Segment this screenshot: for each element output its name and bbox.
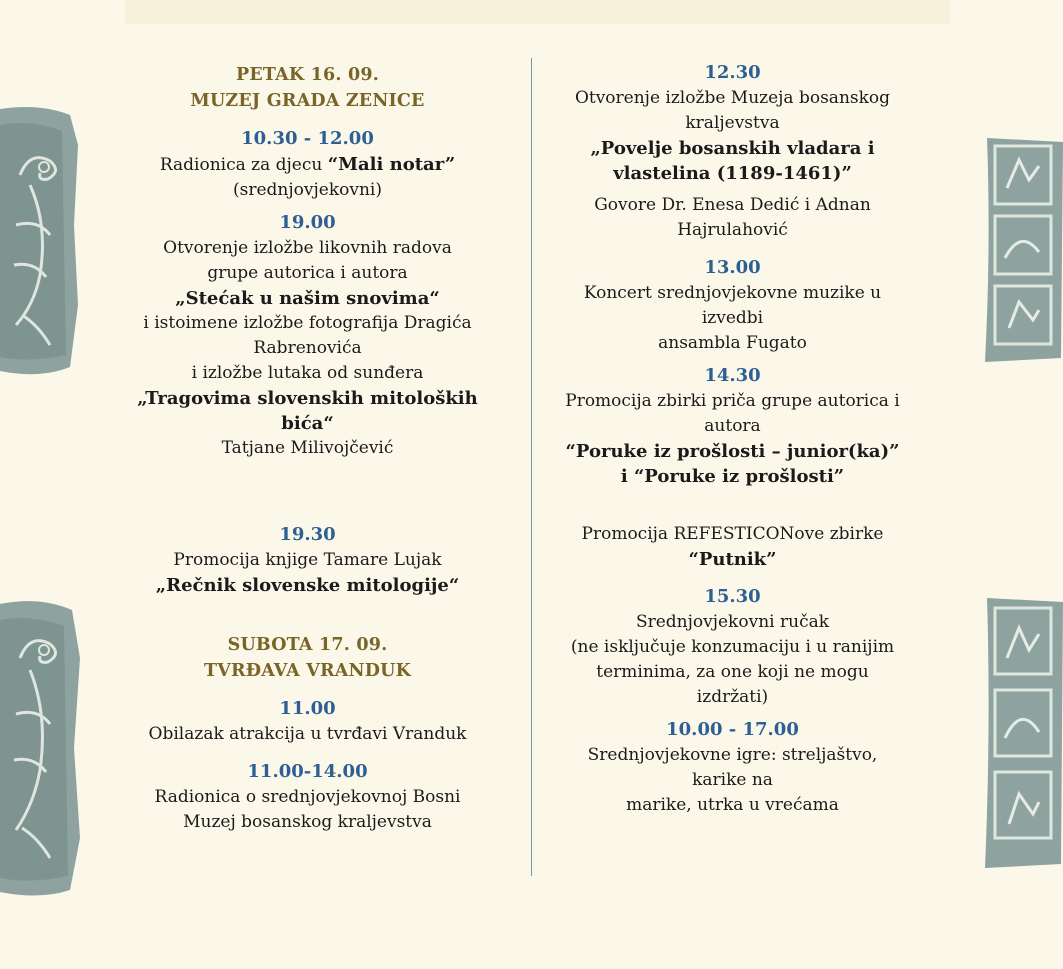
event-title: “Mali notar”: [327, 154, 456, 175]
event-line: Obilazak atrakcija u tvrđavi Vranduk: [148, 724, 467, 744]
event-title: vlastelina (1189-1461)”: [613, 163, 852, 184]
event-line: grupe autorica i autora: [207, 263, 408, 283]
event-title: „Tragovima slovenskih mitoloških: [137, 388, 478, 409]
event-line: marike, utrka u vrećama: [626, 795, 839, 815]
event-line: (ne isključuje konzumaciju i u ranijim: [570, 637, 895, 657]
day1-venue: MUZEJ GRADA ZENICE: [190, 91, 425, 111]
event-time: 13.00: [704, 257, 761, 278]
event-title: i “Poruke iz prošlosti”: [620, 466, 845, 487]
day2-venue: TVRĐAVA VRANDUK: [204, 661, 411, 681]
event-line: Otvorenje izložbe Muzeja bosanskog: [574, 88, 891, 108]
event-line: Rabrenovića: [253, 338, 362, 358]
event-line: Muzej bosanskog kraljevstva: [183, 812, 432, 832]
event-title: „Rečnik slovenske mitologije“: [155, 575, 460, 596]
event-time: 10.30 - 12.00: [241, 128, 374, 149]
event-line: i istoimene izložbe fotografija Dragića: [143, 313, 472, 333]
event-line: Promocija REFESTICONove zbirke: [581, 524, 884, 544]
event-title: „Stećak u našim snovima“: [175, 288, 440, 309]
event-speakers: Govore Dr. Enesa Dedić i Adnan Hajrulahović: [594, 195, 871, 240]
event-line: (srednjovjekovni): [233, 180, 382, 200]
event-line: Otvorenje izložbe likovnih radova: [163, 238, 452, 258]
right-ornament-top: [983, 138, 1063, 362]
event-time: 12.30: [704, 62, 761, 83]
event-line: Srednjovjekovni ručak: [635, 612, 830, 632]
event-line: Srednjovjekovne igre: streljaštvo, karike na: [587, 745, 878, 790]
event-title: “Putnik”: [688, 549, 777, 570]
event-time: 19.00: [279, 212, 336, 233]
event-line: ansambla Fugato: [658, 333, 807, 353]
event-line: autora: [704, 416, 761, 436]
left-ornament-top: [0, 105, 78, 377]
event-time: 14.30: [704, 365, 761, 386]
event-time: 19.30: [279, 524, 336, 545]
event-title: “Poruke iz prošlosti – junior(ka)”: [565, 441, 900, 462]
event-line: kraljevstva: [685, 113, 780, 133]
left-ornament-bottom: [0, 598, 80, 898]
day2-date: SUBOTA 17. 09.: [227, 635, 388, 655]
event-time: 11.00-14.00: [247, 761, 368, 782]
right-ornament-bottom: [983, 598, 1063, 868]
event-line: Promocija zbirki priča grupe autorica i: [565, 391, 900, 411]
right-column-top: [560, 60, 905, 489]
event-line: [125, 152, 490, 178]
event-time: 11.00: [279, 698, 336, 719]
event-title: „Povelje bosanskih vladara i: [590, 138, 875, 159]
left-column-bottom: [125, 522, 490, 835]
event-line: Koncert srednjovjekovne muzike u izvedbi: [583, 283, 882, 328]
event-author: Tatjane Milivojčević: [221, 438, 394, 458]
event-text: Radionica za djecu: [159, 155, 328, 175]
event-line: Radionica o srednjovjekovnoj Bosni: [154, 787, 461, 807]
event-line: terminima, za one koji ne mogu izdržati): [596, 662, 869, 707]
event-line: i izložbe lutaka od sunđera: [191, 363, 424, 383]
right-column-bottom: [560, 522, 905, 818]
event-line: Promocija knjige Tamare Lujak: [173, 550, 442, 570]
day1-date: PETAK 16. 09.: [235, 65, 380, 85]
event-time: 15.30: [704, 586, 761, 607]
top-band: [125, 0, 950, 24]
column-divider: [531, 58, 532, 876]
event-title: bića“: [281, 413, 334, 434]
left-column-top: [125, 62, 490, 461]
event-time: 10.00 - 17.00: [666, 719, 799, 740]
